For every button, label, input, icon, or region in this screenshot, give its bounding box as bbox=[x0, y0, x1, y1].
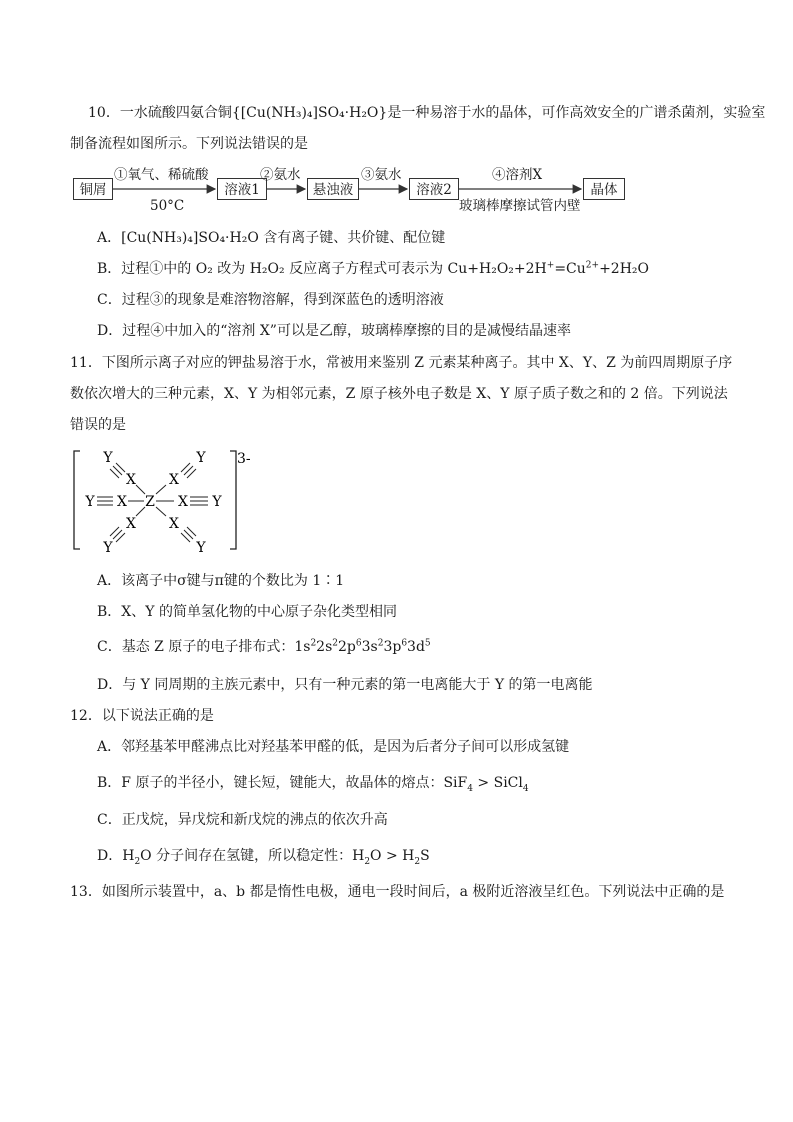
q12-option-b: B．F 原子的半径小，键长短，键能大，故晶体的熔点：SiF$_4$ > SiCl$_4$ bbox=[97, 775, 529, 794]
q12-stem: 12．以下说法正确的是 bbox=[70, 708, 214, 724]
flow-node-crystal: 晶体 bbox=[583, 178, 625, 200]
atom-y-right: Y bbox=[212, 494, 222, 510]
atom-x-right: X bbox=[178, 494, 188, 510]
atom-x-upper-right: X bbox=[169, 472, 179, 488]
q10-option-a: A．[Cu(NH₃)₄]SO₄·H₂O 含有离子键、共价键、配位键 bbox=[97, 230, 446, 246]
flow-step1-bottom: 50°C bbox=[150, 198, 185, 214]
atom-x-upper-left: X bbox=[126, 472, 136, 488]
flow-node-solution2: 溶液2 bbox=[409, 178, 459, 200]
q10-option-b: B．过程①中的 O₂ 改为 H₂O₂ 反应离子方程式可表示为 $Cu+H_2O_2+2H^+=Cu^{2+}+2H_2O$ bbox=[97, 260, 649, 277]
q12-option-d: D．$H_2O$ 分子间存在氢键，所以稳定性：$H_2O > H_2S$ bbox=[97, 848, 430, 867]
atom-y-lower-right: Y bbox=[196, 540, 206, 556]
q11-option-c: C．基态 Z 原子的电子排布式：$1s^22s^22p^63s^23p^63d^5$ bbox=[97, 638, 431, 655]
q11-stem-line2: 数依次增大的三种元素，X、Y 为相邻元素，Z 原子核外电子数是 X、Y 原子质子数之和的 2 倍。下列说法 bbox=[70, 386, 728, 402]
q11-stem-line3: 错误的是 bbox=[70, 417, 126, 433]
q12-option-a: A．邻羟基苯甲醛沸点比对羟基苯甲醛的低，是因为后者分子间可以形成氢键 bbox=[97, 739, 570, 755]
atom-y-upper-left: Y bbox=[103, 450, 113, 466]
q10-option-d: D．过程④中加入的“溶剂 X”可以是乙醇，玻璃棒摩擦的目的是减慢结晶速率 bbox=[97, 323, 571, 339]
flow-node-suspension: 悬浊液 bbox=[307, 178, 359, 200]
flow-node-solution1: 溶液1 bbox=[217, 178, 267, 200]
q12-option-c: C．正戊烷，异戊烷和新戊烷的沸点的依次升高 bbox=[97, 812, 388, 828]
q11-stem-line1: 11．下图所示离子对应的钾盐易溶于水，常被用来鉴别 Z 元素某种离子。其中 X、Y、Z 为前四周期原子序 bbox=[70, 355, 733, 371]
atom-x-lower-left: X bbox=[126, 516, 136, 532]
flow-step2-top: ②氨水 bbox=[260, 167, 301, 183]
q11-option-d: D．与 Y 同周期的主族元素中，只有一种元素的第一电离能大于 Y 的第一电离能 bbox=[97, 677, 593, 693]
right-bracket bbox=[230, 451, 236, 549]
flow-node-copper: 铜屑 bbox=[73, 178, 113, 200]
atom-y-left: Y bbox=[85, 494, 95, 510]
q10-stem-line1: 10．一水硫酸四氨合铜{[Cu(NH₃)₄]SO₄·H₂O}是一种易溶于水的晶体，可作高效安全的广谱杀菌剂，实验室 bbox=[88, 105, 766, 121]
flow-step1-top: ①氧气、稀硫酸 bbox=[114, 167, 209, 183]
atom-y-upper-right: Y bbox=[196, 450, 206, 466]
q10-stem-line2: 制备流程如图所示。下列说法错误的是 bbox=[70, 136, 308, 152]
q10-option-c: C．过程③的现象是难溶物溶解，得到深蓝色的透明溶液 bbox=[97, 292, 444, 308]
flow-step4-bottom: 玻璃棒摩擦试管内壁 bbox=[459, 198, 581, 214]
q11-complex-ion-structure bbox=[70, 447, 290, 557]
ion-charge: 3- bbox=[237, 451, 251, 467]
atom-x-lower-right: X bbox=[169, 516, 179, 532]
flow-step4-top: ④溶剂X bbox=[492, 167, 543, 183]
flow-arrows bbox=[0, 0, 793, 260]
atom-y-lower-left: Y bbox=[103, 540, 113, 556]
atom-x-left: X bbox=[117, 494, 127, 510]
q13-stem: 13．如图所示装置中，a、b 都是惰性电极，通电一段时间后，a 极附近溶液呈红色。下列说法中正确的是 bbox=[70, 884, 725, 900]
flow-step3-top: ③氨水 bbox=[361, 167, 402, 183]
atom-z: Z bbox=[145, 494, 155, 510]
left-bracket bbox=[74, 451, 80, 549]
q11-option-b: B．X、Y 的简单氢化物的中心原子杂化类型相同 bbox=[97, 604, 397, 620]
q11-option-a: A．该离子中σ键与π键的个数比为 1∶1 bbox=[97, 573, 345, 589]
